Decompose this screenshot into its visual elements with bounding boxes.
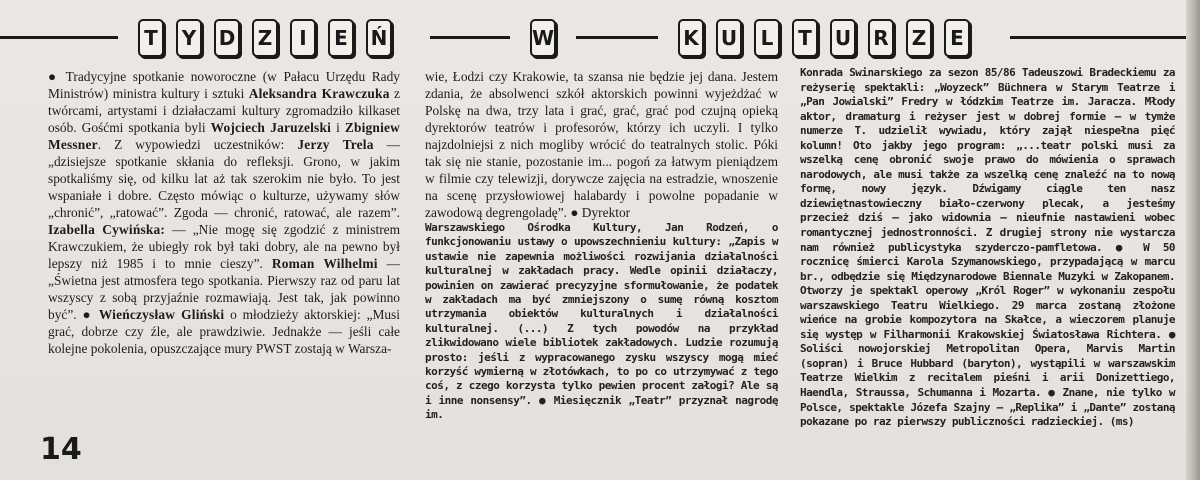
column-1-text	[48, 68, 400, 357]
header-letter: Y	[176, 19, 202, 57]
text-run: — „dzisiejsze spotkanie skłania do refleksji. Grono, w jakim spotkaliśmy się, od kilku lat aż tak szerokim nie było. To jest wspaniałe i dobre. Często mówiąc o kulturze, używamy słów „chronić”, „ratować”. Zgoda — chronić, ratować, ale razem”.	[48, 137, 400, 220]
person-name: Wieńczysław Gliński	[98, 307, 225, 322]
article-column-1	[48, 68, 400, 357]
person-name: Izabella Cywińska:	[48, 222, 166, 237]
header-letter: U	[716, 19, 742, 57]
column-2-mono-text: Warszawskiego Ośrodka Kultury, Jan Rodzeń, o funkcjonowaniu ustawy o upowszechnieniu kultury: „Zapis w ustawie nie zapewnia możliwości rozwijania działalności kulturalnej w zakładach pracy. Wedle opinii działaczy, powinien on zawierać precyzyjne sformułowanie, że podatek w zakładach ma być zmniejszony o sumę równą kosztom utrzymania obiektów kulturalnych i działalności kulturalnej. (...) Z tych powodów na przykład zlikwidowano wiele bibliotek zakładowych. Ludzie rozumują prosto: jeśli z wypracowanego zysku wszyscy mogą mieć korzyść wymierną w złotówkach, to po co utrzymywać z tego coś, z czego korzysta tylko pewien procent załogi? Ale są i inne nonsensy”. ● Miesięcznik „Teatr” przyznał nagrodę im.	[425, 221, 778, 422]
text-run: o młodzieży aktorskiej: „Musi grać, dobrze czy źle, ale prawdziwie. Jednakże — jeśli całe kolejne pokolenia, opuszczające mury PWST zostają w Warsza-	[48, 307, 400, 356]
person-name: Jerzy Trela	[297, 137, 374, 152]
header-letter: W	[530, 19, 556, 57]
header-rule-left	[0, 36, 118, 39]
text-run: — „Świetna jest atmosfera tego spotkania. Pierwszy raz od paru lat wszyscy z sobą przyjaźnie rozmawiają. Jest tak, jak powinno być”. ●	[48, 256, 400, 322]
page-number: 14	[40, 432, 82, 467]
header-rule-mid2	[576, 36, 658, 39]
text-run: z twórcami, artystami i działaczami kultury zgromadziło kilkaset osób. Gośćmi spotkania byli	[48, 86, 400, 135]
header-letter: K	[678, 19, 704, 57]
header-letter: T	[792, 19, 818, 57]
header-letter: Ń	[366, 19, 392, 57]
header-letter: E	[944, 19, 970, 57]
article-column-2	[425, 68, 778, 423]
header-letter: I	[290, 19, 316, 57]
person-name: Zbigniew Messner	[48, 120, 401, 152]
text-run: i	[331, 120, 345, 135]
section-header	[0, 14, 1190, 62]
column-2-text: wie, Łodzi czy Krakowie, ta szansa nie będzie jej dana. Jestem zdania, że absolwenci szkół aktorskich powinni wyjeżdżać w Polskę na dwa, trzy lata i grać, grać, grać pod czujną opieką dyrektorów teatrów i profesorów, którzy ich uczyli. I tylko najzdolniejsi z nich mogliby wrócić do teatralnych stolic. Póki tak się nie stanie, pozostanie im... pogoń za łatwym pieniądzem w filmie czy telewizji, dorywcze zajęcia na estradzie, wnoszenie na scenę przysłowiowej halabardy i powolne popadanie w zawodową degrengoladę”. ● Dyrektor	[425, 69, 778, 220]
header-letter: Z	[252, 19, 278, 57]
header-letter: U	[830, 19, 856, 57]
page-edge-shadow	[1186, 0, 1200, 480]
header-rule-right	[1010, 36, 1190, 39]
header-word-w	[530, 14, 556, 62]
person-name: Wojciech Jaruzelski	[210, 120, 332, 135]
header-rule-mid1	[430, 36, 510, 39]
person-name: Roman Wilhelmi	[271, 256, 378, 271]
text-run: — „Nie mogę się zgodzić z ministrem Krawczukiem, że ubiegły rok był taki dobry, ale na pewno był lepszy niż 1985 i to mnie cieszy”.	[48, 222, 401, 271]
text-run: ● Tradycyjne spotkanie noworoczne (w Pałacu Urzędu Rady Ministrów) ministra kultury i sztuki	[48, 69, 400, 101]
text-run: . Z wypowiedzi uczestników:	[97, 137, 298, 152]
header-letter: D	[214, 19, 240, 57]
header-letter: T	[138, 19, 164, 57]
article-column-3	[800, 66, 1175, 430]
header-letter: R	[868, 19, 894, 57]
header-letter: L	[754, 19, 780, 57]
header-letter: Z	[906, 19, 932, 57]
header-word-tydzien	[138, 14, 392, 62]
header-letter: E	[328, 19, 354, 57]
header-word-kulturze	[678, 14, 970, 62]
person-name: Aleksandra Krawczuka	[248, 86, 390, 101]
column-3-text: Konrada Swinarskiego za sezon 85/86 Tadeuszowi Bradeckiemu za reżyserię spektakli: „Woyzeck” Büchnera w Starym Teatrze i „Pan Jowialski” Fredry w łódzkim Teatrze im. Jaracza. Młody aktor, dramaturg i reżyser jest w dobrej formie — w tymże numerze T. udzielił wywiadu, który zajął niespełna pięć kolumn! Oto jakby jego program: „...teatr polski musi za wszelką cenę obronić swoje prawo do mówienia o sprawach narodowych, ale musi także za wszelką cenę znaleźć na to nową formę, nowy język. Dźwigamy ciągle ten nasz dziewiętnastowieczny biało-czerwony plecak, a jesteśmy przecież dziś — jako widownia — nieufnie nastawieni wobec romantycznej jednostronności. Z drugiej strony nie wystarcza nam również publicystyka szyderczo-pamfletowa. ● W 50 rocznicę śmierci Karola Szymanowskiego, przypadającą w marcu br., odbędzie się Międzynarodowe Biennale Muzyki w Zakopanem. Otworzy je spektakl operowy „Król Roger” w wykonaniu zespołu warszawskiego Teatru Wielkiego. 29 marca zostaną złożone wieńce na grobie kompozytora na Skałce, a wieczorem planuje się występ w Filharmonii Krakowskiej Światosława Richtera. ● Soliści nowojorskiej Metropolitan Opera, Marvis Martin (sopran) i Bruce Hubbard (baryton), wystąpili w warszawskim Teatrze Wielkim z recitalem pieśni i arii Donizettiego, Haendla, Straussa, Schumanna i Mozarta. ● Znane, nie tylko w Polsce, spektakle Józefa Szajny — „Replika” i „Dante” zostaną pokazane po raz pierwszy publiczności radzieckiej. (ms)	[800, 66, 1175, 429]
